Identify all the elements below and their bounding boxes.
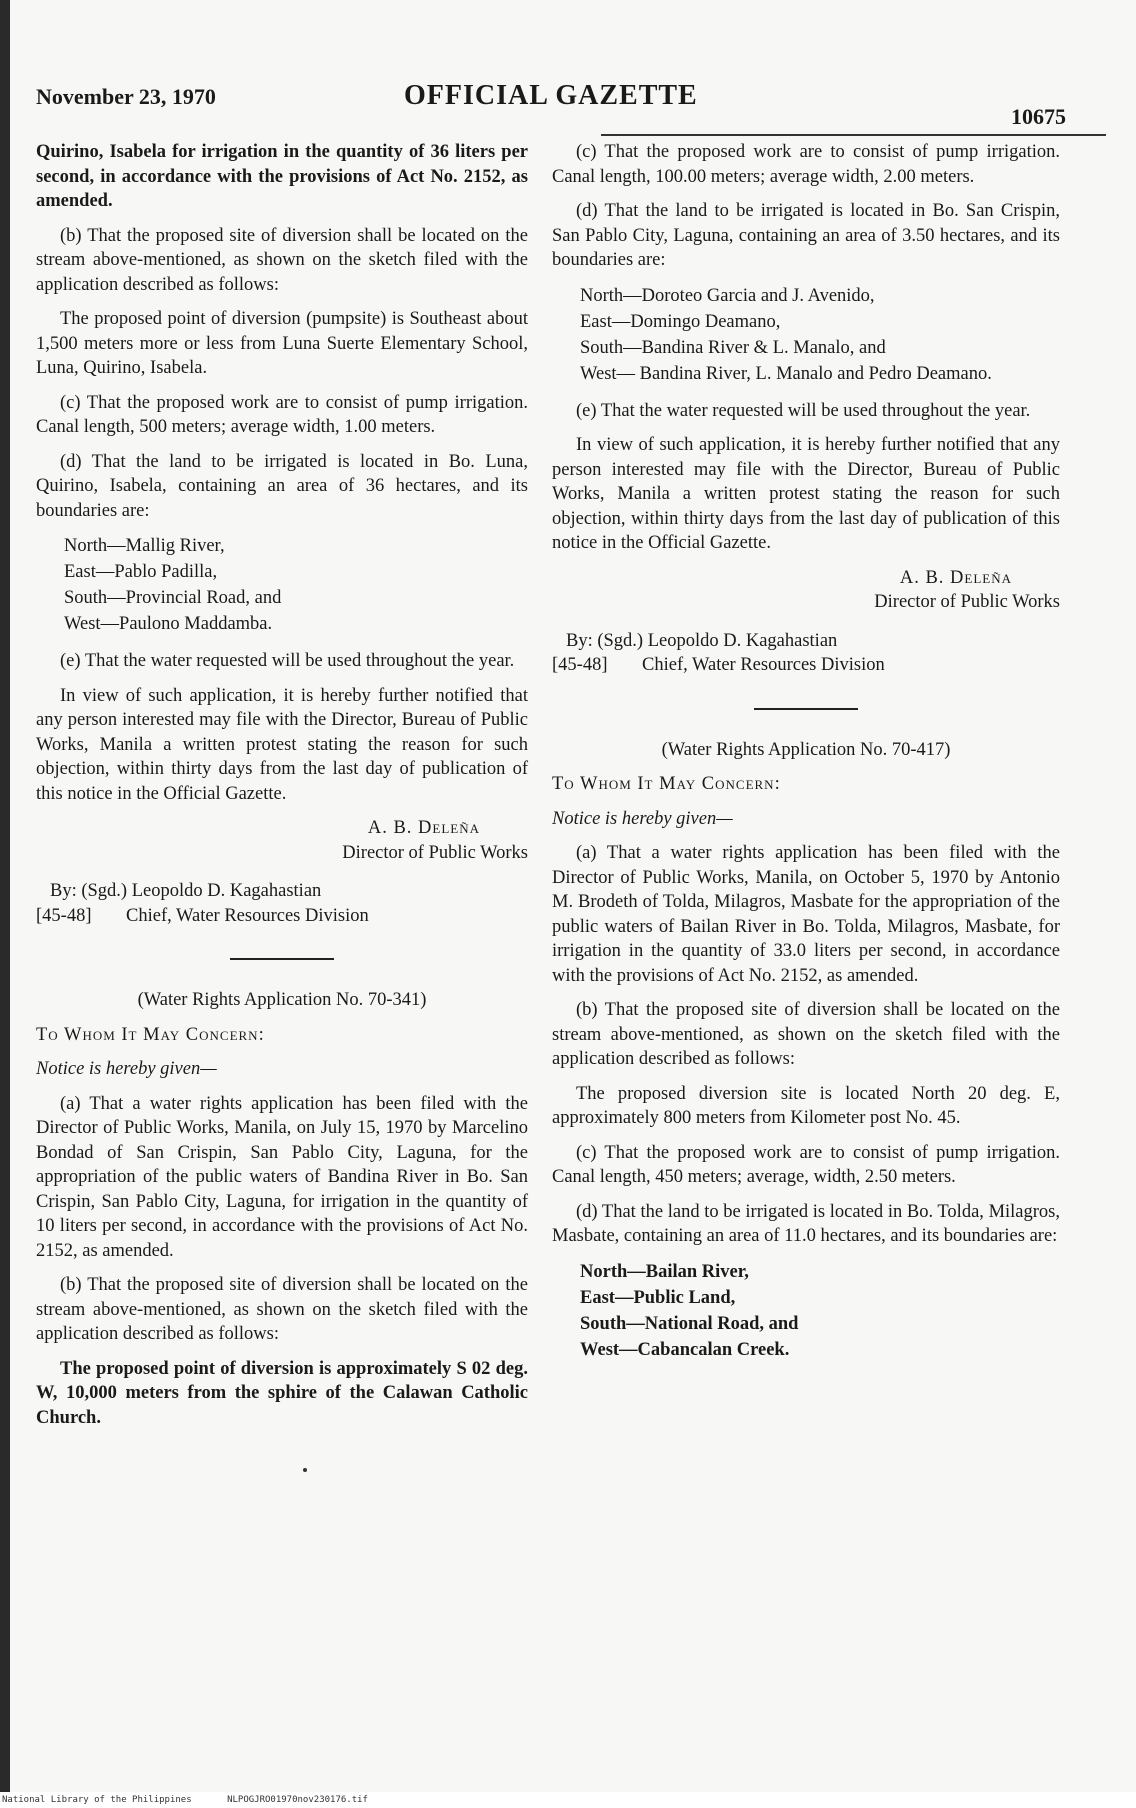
page-header xyxy=(36,78,1066,128)
byline xyxy=(36,879,528,904)
byline-text: By: (Sgd.) Leopoldo D. Kagahastian xyxy=(566,630,838,651)
boundary-item: South—Bandina River & L. Manalo, and xyxy=(580,337,886,358)
notice-heading: Notice is hereby given— xyxy=(552,808,733,829)
footer-library: National Library of the Philippines xyxy=(2,1795,192,1805)
boundary-item: South—Provincial Road, and xyxy=(64,588,282,608)
ink-speck xyxy=(303,1468,307,1472)
chief-title: Chief, Water Resources Division xyxy=(642,655,885,675)
section-divider xyxy=(754,708,858,710)
boundary-item: East—Public Land, xyxy=(580,1287,736,1308)
paragraph: (c) That the proposed work are to consist of pump irrigation. Canal length, 500 meters; average width, 1.00 meters. xyxy=(36,392,528,437)
paragraph: (d) That the land to be irrigated is located in Bo. Tolda, Milagros, Masbate, containing an area of 11.0 hectares, and its boundaries are: xyxy=(552,1201,1060,1246)
right-column xyxy=(552,140,1060,1375)
paragraph: (d) That the land to be irrigated is located in Bo. San Crispin, San Pablo City, Laguna, containing an area of 3.50 hectares, and its boundaries are: xyxy=(552,201,1060,270)
boundary-item: West—Paulono Maddamba. xyxy=(64,614,273,634)
footer-file: NLPOGJRO01970nov230176.tif xyxy=(227,1795,368,1805)
paragraph: (a) That a water rights application has been filed with the Director of Public Works, Manila, on October 5, 1970 by Antonio M. Brodeth of Tolda, Milagros, Masbate for the appropriation of the public waters of Bailan River in Bo. Tolda, Milagros, Masbate, for irrigation in the quantity of 33.0 liters per second, in accordance with the provisions of Act No. 2152, as amended. xyxy=(552,843,1060,986)
paragraph: The proposed diversion site is located North 20 deg. E, approximately 800 meters from Kilometer post No. 45. xyxy=(552,1083,1060,1128)
boundaries-list xyxy=(580,283,1060,387)
salutation: To Whom It May Concern: xyxy=(552,774,781,794)
issue-line xyxy=(552,653,1060,678)
issue-number: [45-48] xyxy=(36,905,92,926)
paragraph: (d) That the land to be irrigated is located in Bo. Luna, Quirino, Isabela, containing an area of 36 hectares, and its boundaries are: xyxy=(36,451,528,521)
left-column xyxy=(36,140,528,1440)
paragraph: The proposed point of diversion is approximately S 02 deg. W, 10,000 meters from the sphire of the Calawan Catholic Church. xyxy=(36,1358,528,1428)
paragraph: (b) That the proposed site of diversion shall be located on the stream above-mentioned, as shown on the sketch filed with the application described as follows: xyxy=(552,1000,1060,1069)
boundary-item: West— Bandina River, L. Manalo and Pedro Deamano. xyxy=(580,363,992,384)
issue-line xyxy=(36,904,528,929)
header-title: OFFICIAL GAZETTE xyxy=(404,80,698,111)
application-title: (Water Rights Application No. 70-341) xyxy=(137,990,427,1010)
boundary-item: West—Cabancalan Creek. xyxy=(580,1339,790,1360)
paragraph: In view of such application, it is hereby further notified that any person interested may file with the Director, Bureau of Public Works, Manila a written protest stating the reason for such objection, within thirty days from the last day of publication of this notice in the Official Gazette. xyxy=(552,435,1060,553)
paragraph: (c) That the proposed work are to consist of pump irrigation. Canal length, 450 meters; average, width, 2.50 meters. xyxy=(552,1142,1060,1187)
paragraph: (e) That the water requested will be used throughout the year. xyxy=(60,651,515,671)
notice-heading: Notice is hereby given— xyxy=(36,1059,217,1079)
signatory-name: A. B. Deleña xyxy=(899,567,1012,588)
boundary-item: South—National Road, and xyxy=(580,1313,799,1334)
boundary-item: East—Pablo Padilla, xyxy=(64,562,218,582)
paragraph: The proposed point of diversion (pumpsite) is Southeast about 1,500 meters more or less from Luna Suerte Elementary School, Luna, Quirino, Isabela. xyxy=(36,309,528,378)
application-title: (Water Rights Application No. 70-417) xyxy=(661,739,951,760)
byline xyxy=(552,629,1060,654)
section-divider xyxy=(230,958,334,960)
boundary-item: East—Domingo Deamano, xyxy=(580,311,781,332)
signatory-name: A. B. Deleña xyxy=(367,818,480,838)
chief-title: Chief, Water Resources Division xyxy=(126,905,369,926)
scan-edge xyxy=(0,0,10,1808)
paragraph: In view of such application, it is hereby further notified that any person interested may file with the Director, Bureau of Public Works, Manila a written protest stating the reason for such objection, within thirty days from the last day of publication of this notice in the Official Gazette. xyxy=(36,685,528,804)
paragraph: (b) That the proposed site of diversion shall be located on the stream above-mentioned, as shown on the sketch filed with the application described as follows: xyxy=(36,1275,528,1344)
paragraph: (a) That a water rights application has been filed with the Director of Public Works, Manila, on July 15, 1970 by Marcelino Bondad of San Crispin, San Pablo City, Laguna, for the appropriation of the public waters of Bandina River in Bo. San Crispin, San Pablo City, Laguna, for irrigation in the quantity of 10 liters per second, in accordance with the provisions of Act No. 2152, as amended. xyxy=(36,1093,528,1261)
byline-text: By: (Sgd.) Leopoldo D. Kagahastian xyxy=(50,881,322,901)
paragraph: Quirino, Isabela for irrigation in the quantity of 36 liters per second, in accordance with the provisions of Act No. 2152, as amended. xyxy=(36,142,528,211)
page-number: 10675 xyxy=(1011,104,1066,129)
issue-number: [45-48] xyxy=(552,655,608,675)
paragraph: (c) That the proposed work are to consist of pump irrigation. Canal length, 100.00 meters; average width, 2.00 meters. xyxy=(552,142,1060,187)
salutation: To Whom It May Concern: xyxy=(36,1024,265,1045)
signatory-title: Director of Public Works xyxy=(342,842,528,863)
header-rule xyxy=(601,134,1106,136)
header-date: November 23, 1970 xyxy=(36,84,216,109)
boundary-item: North—Bailan River, xyxy=(580,1261,749,1282)
boundary-item: North—Mallig River, xyxy=(64,536,225,556)
boundaries-list xyxy=(580,1259,1060,1363)
paragraph: (b) That the proposed site of diversion shall be located on the stream above-mentioned, as shown on the sketch filed with the application described as follows: xyxy=(36,225,528,295)
boundary-item: North—Doroteo Garcia and J. Avenido, xyxy=(580,285,875,306)
scan-footer xyxy=(0,1792,1136,1808)
signatory-title: Director of Public Works xyxy=(874,592,1060,612)
boundaries-list xyxy=(64,533,528,637)
paragraph: (e) That the water requested will be used throughout the year. xyxy=(576,400,1031,421)
